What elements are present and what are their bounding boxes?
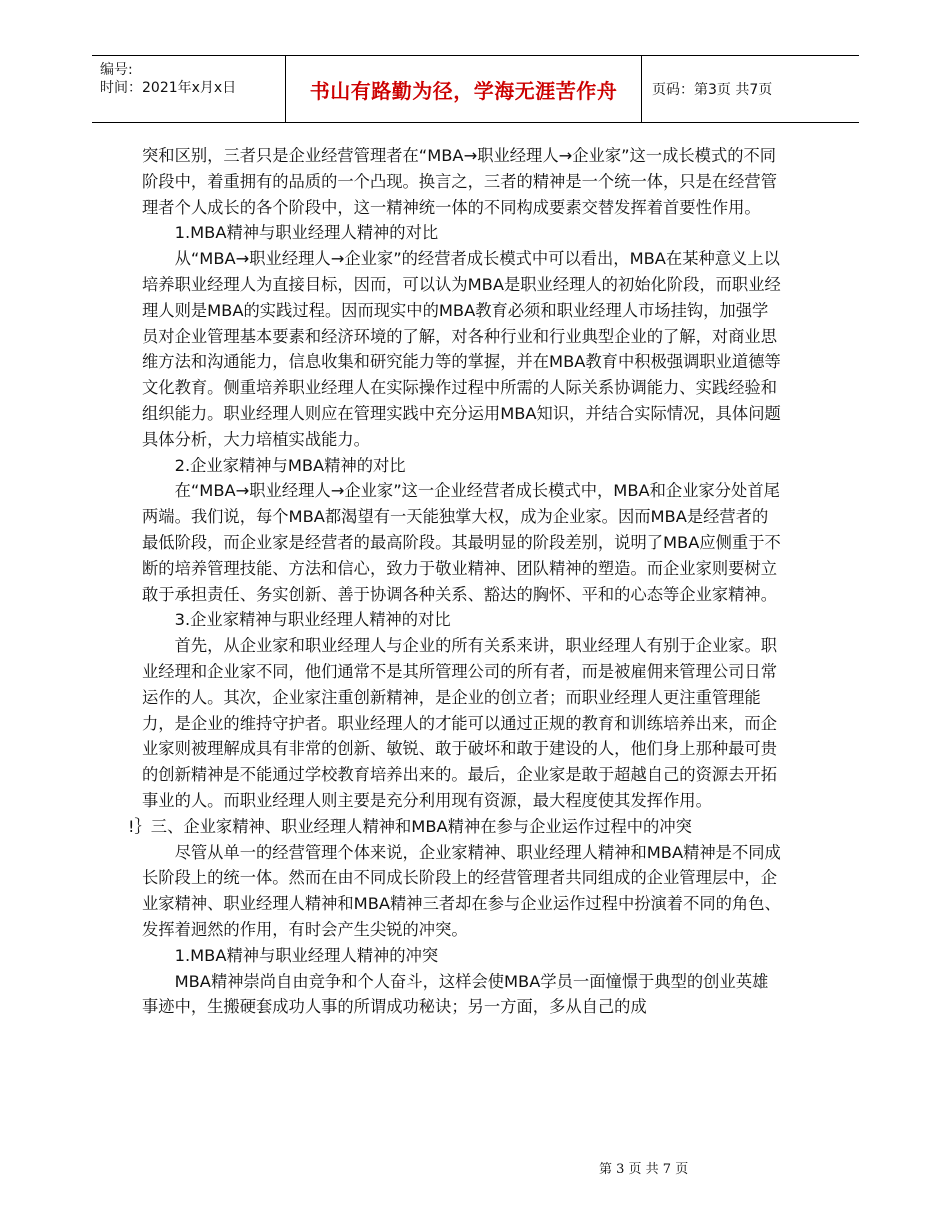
paragraph: 突和区别，三者只是企业经营管理者在“MBA→职业经理人→企业家”这一成长模式的不同阶段中，着重拥有的品质的一个凸现。换言之，三者的精神是一个统一体，只是在经营管理者个人成长的各个阶段中，这一精神统一体的不同构成要素交替发挥着首要性作用。: [142, 146, 777, 217]
paragraph: 从“MBA→职业经理人→企业家”的经营者成长模式中可以看出，MBA在某种意义上以培养职业经理人为直接目标，因而，可以认为MBA是职业经理人的初始化阶段，而职业经理人则是MBA的实践过程。因而现实中的MBA教育必须和职业经理人市场挂钩，加强学员对企业管理基本要素和经济环境的了解，对各种行业和行业典型企业的了解，对商业思维方法和沟通能力，信息收集和研究能力等的掌握，并在MBA教育中积极强调职业道德等文化教育。侧重培养职业经理人在实际操作过程中所需的人际关系协调能力、实践经验和组织能力。职业经理人则应在管理实践中充分运用MBA知识，并结合实际情况，具体问题具体分析，大力培植实战能力。: [142, 249, 781, 449]
section-heading: !｝三、企业家精神、职业经理人精神和MBA精神在参与企业运作过程中的冲突: [128, 816, 692, 836]
subheading: 1.MBA精神与职业经理人精神的冲突: [174, 945, 439, 965]
subheading: 2.企业家精神与MBA精神的对比: [174, 455, 406, 475]
header-page-label: 页码：第3页 共7页: [652, 82, 773, 98]
subheading: 1.MBA精神与职业经理人精神的对比: [174, 223, 439, 243]
header-meta: [100, 61, 280, 97]
document-body: [128, 143, 782, 1020]
paragraph: 尽管从单一的经营管理个体来说，企业家精神、职业经理人精神和MBA精神是不同成长阶段上的统一体。然而在由不同成长阶段上的经营管理者共同组成的企业管理层中，企业家精神、职业经理人精神和MBA精神三者却在参与企业运作过程中扮演着不同的角色、发挥着迥然的作用，有时会产生尖锐的冲突。: [142, 842, 781, 939]
page-header: [92, 55, 859, 123]
page-footer: 第 3 页 共 7 页: [599, 1162, 689, 1177]
paragraph: MBA精神崇尚自由竞争和个人奋斗，这样会使MBA学员一面憧憬于典型的创业英雄事迹中，生搬硬套成功人事的所谓成功秘诀；另一方面，多从自己的成: [142, 971, 769, 1017]
paragraph: 首先，从企业家和职业经理人与企业的所有关系来讲，职业经理人有别于企业家。职业经理和企业家不同，他们通常不是其所管理公司的所有者，而是被雇佣来管理公司日常运作的人。其次，企业家注重创新精神，是企业的创立者；而职业经理人更注重管理能力，是企业的维持守护者。职业经理人的才能可以通过正规的教育和训练培养出来，而企业家则被理解成具有非常的创新、敏锐、敢于破坏和敢于建设的人，他们身上那种最可贵的创新精神是不能通过学校教育培养出来的。最后，企业家是敢于超越自己的资源去开拓事业的人。而职业经理人则主要是充分利用现有资源，最大程度使其发挥作用。: [142, 636, 778, 810]
subheading: 3.企业家精神与职业经理人精神的对比: [174, 610, 451, 630]
paragraph: 在“MBA→职业经理人→企业家”这一企业经营者成长模式中，MBA和企业家分处首尾两端。我们说，每个MBA都渴望有一天能独掌大权，成为企业家。因而MBA是经营者的最低阶段，而企业家是经营者的最高阶段。其最明显的阶段差别，说明了MBA应侧重于不断的培养管理技能、方法和信心，致力于敬业精神、团队精神的塑造。而企业家则要树立敢于承担责任、务实创新、善于协调各种关系、豁达的胸怀、平和的心态等企业家精神。: [142, 481, 781, 604]
header-motto: 书山有路勤为径，学海无涯苦作舟: [285, 56, 642, 122]
serial-label: 编号:: [100, 62, 133, 78]
time-label: 时间：2021年x月x日: [100, 80, 237, 96]
